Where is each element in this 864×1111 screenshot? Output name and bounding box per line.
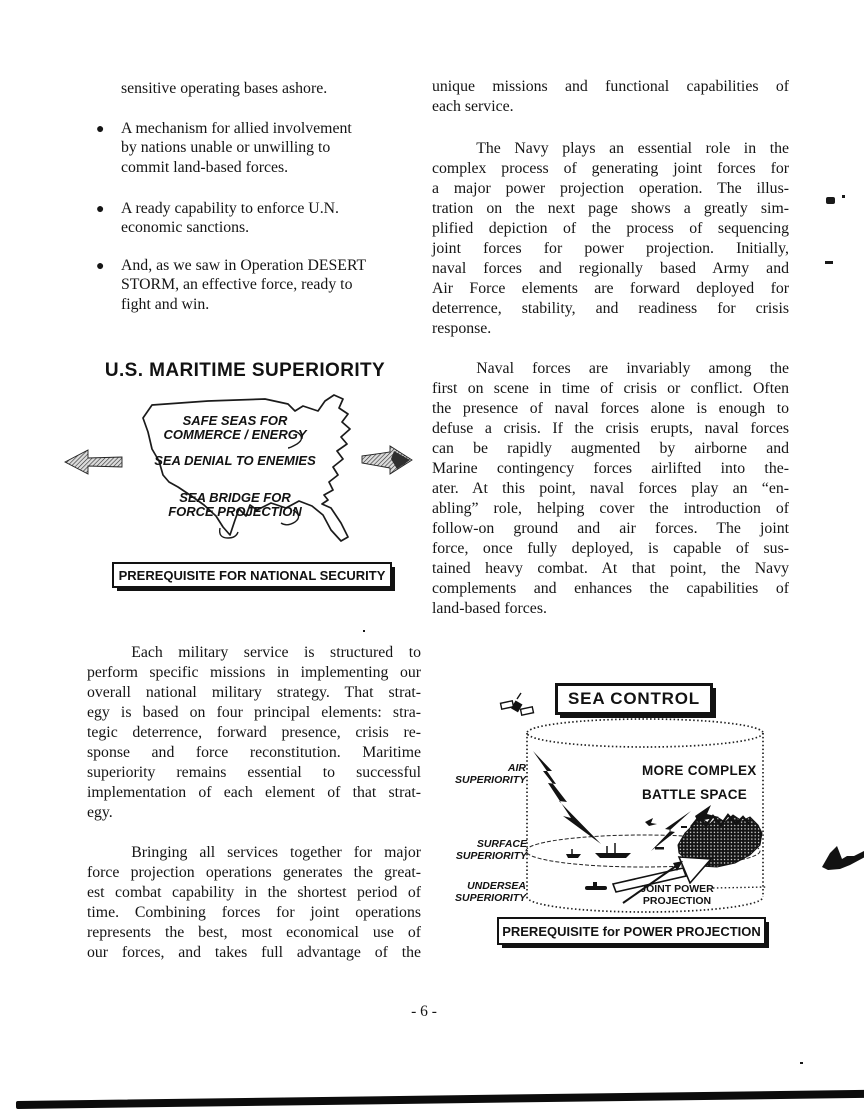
sea-control-title-box: SEA CONTROL — [555, 683, 713, 715]
scan-speck — [825, 261, 833, 264]
bullet-item: A ready capability to enforce U.N. economic sanctions. — [121, 200, 340, 237]
label-surface-superiority: SURFACE SUPERIORITY — [455, 838, 527, 862]
map-label-safe-seas: SAFE SEAS FOR COMMERCE / ENERGY — [163, 413, 307, 442]
bullet-item: And, as we saw in Operation DESERT STORM, an effective force, ready to fight and win. — [121, 257, 367, 313]
submarine-icon — [585, 886, 607, 890]
ship-icon — [655, 847, 664, 850]
paragraph: The Navy plays an essential role in the complex process of generating joint forces for a major power projection operation. The illus- tration on the next page shows a greatly sim- plified depiction of the process of sequencing joint forces for power projection. Initially, naval forces and regionally based Army and Air Force elements are forward deployed for deterrence, stability, and readiness for crisis response. — [432, 140, 789, 337]
maritime-figure — [60, 388, 420, 556]
aircraft-icon — [681, 826, 687, 828]
paragraph: unique missions and functional capabilities of each service. — [432, 78, 789, 115]
label-undersea-superiority: UNDERSEA SUPERIORITY — [455, 880, 527, 904]
bullet-marker: ● — [96, 122, 105, 137]
scan-speck — [363, 630, 365, 632]
scan-speck — [842, 195, 845, 198]
scan-speck — [826, 197, 835, 204]
lightning-bolt-icon — [533, 751, 601, 844]
bullet-marker: ● — [96, 259, 105, 274]
ship-icon — [595, 853, 631, 858]
map-label-sea-denial: SEA DENIAL TO ENEMIES — [154, 453, 316, 468]
bullet-item: A mechanism for allied involvement by nations unable or unwilling to commit land-based forces. — [121, 120, 352, 176]
sea-control-figure — [455, 675, 800, 955]
label-joint-power-projection: JOINT POWER PROJECTION — [640, 883, 714, 907]
scan-edge-bar — [16, 1090, 864, 1109]
satellite-icon — [501, 693, 534, 715]
bullet-marker: ● — [96, 202, 105, 217]
map-label-sea-bridge: SEA BRIDGE FOR FORCE PROJECTION — [168, 490, 302, 519]
scan-speck — [800, 1062, 803, 1064]
label-battle-space: MORE COMPLEX BATTLE SPACE — [642, 763, 757, 802]
sea-control-diagram — [455, 675, 800, 950]
left-arrow-icon — [65, 450, 122, 474]
paragraph: Bringing all services together for major force projection operations generates the great- est combat capability in the shortest period of time. Combining forces for joint operations represents the best, most economical use of our forces, and takes full advantage of the — [87, 844, 421, 961]
page-number: - 6 - — [411, 1003, 437, 1020]
aircraft-icon — [645, 818, 657, 826]
paragraph: Naval forces are invariably among the first on scene in time of crisis or conflict. Often the presence of naval forces alone is enough to defuse a crisis. If the crisis erupts, naval forces can be rapidly augmented by airborne and Marine contingency forces airlifted into the- ater. At this point, naval forces play an “en- abling” role, helping cover the introduction of follow-on ground and air forces. The joint force, once fully deployed, is capable of sus- tained heavy combat. At that point, the Navy complements and enhances the capabilities of land-based forces. — [432, 360, 789, 617]
scan-blot — [820, 843, 864, 873]
maritime-caption-box: PREREQUISITE FOR NATIONAL SECURITY — [112, 562, 392, 588]
paragraph: Each military service is structured to perform specific missions in implementing our overall national military strategy. That strat- egy is based on four principal elements: stra- tegic deterrence, forward presence, crisis re- sponse and force reconstitution. Maritime superiority remains essential to successful implementation of each element of that strat- egy. — [87, 644, 421, 821]
ship-icon — [566, 854, 581, 858]
label-air-superiority: AIR SUPERIORITY — [455, 762, 527, 786]
continuation-line: sensitive operating bases ashore. — [121, 80, 328, 97]
maritime-figure-title: U.S. MARITIME SUPERIORITY — [104, 360, 386, 381]
sea-control-caption-box: PREREQUISITE for POWER PROJECTION — [497, 917, 766, 945]
